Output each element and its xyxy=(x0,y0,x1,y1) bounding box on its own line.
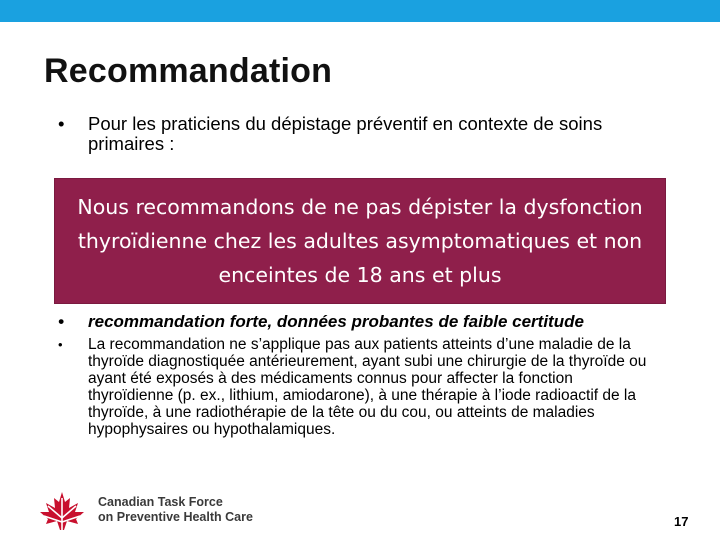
bullet-strength xyxy=(58,312,678,332)
page-number: 17 xyxy=(674,514,689,529)
org-name-line-1: Canadian Task Force xyxy=(98,495,223,509)
recommendation-callout xyxy=(54,178,666,304)
slide-title: Recommandation xyxy=(44,52,333,90)
top-accent-bar xyxy=(0,0,720,22)
bullet-marker: • xyxy=(58,337,63,352)
org-name xyxy=(98,495,253,525)
ctfphc-logo xyxy=(34,488,253,532)
callout-text: Nous recommandons de ne pas dépister la dysfonction thyroïdienne chez les adultes asymptomatiques et non enceintes de 18 ans et plus xyxy=(77,195,643,287)
bullet-marker: • xyxy=(58,312,64,331)
bullet-practitioners xyxy=(58,114,658,154)
maple-leaf-logo-icon xyxy=(34,488,90,532)
bullet-text: La recommandation ne s’applique pas aux patients atteints d’une maladie de la thyroïde diagnostiquée antérieurement, ayant subi une chirurgie de la thyroïde ou ayant été exposés à des médicaments connus pour affecter la fonction thyroïdienne (p. ex., lithium, amiodarone), à une thérapie à l’iode radioactif de la thyroïde, à une radiothérapie de la tête ou du cou, ou atteints de maladies hypophysaires ou hypothalamiques. xyxy=(88,336,647,438)
bullet-marker: • xyxy=(58,113,65,134)
org-name-line-2: on Preventive Health Care xyxy=(98,510,253,524)
bullet-text: recommandation forte, données probantes de faible certitude xyxy=(88,312,584,331)
bullet-text: Pour les praticiens du dépistage préventif en contexte de soins primaires : xyxy=(88,113,603,154)
bullet-exclusions xyxy=(58,336,658,438)
